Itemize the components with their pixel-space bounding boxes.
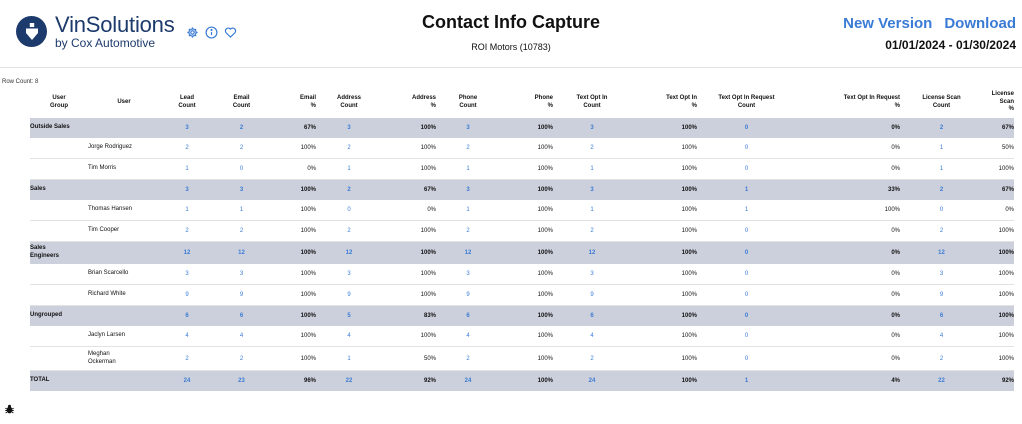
lead-count-cell[interactable]: 2 [160, 138, 214, 159]
col-header-label: Count [178, 102, 196, 109]
user-name: Richard White [88, 291, 126, 298]
user-cell [88, 138, 160, 159]
license-scan-pct-cell: 100% [983, 242, 1014, 265]
group-name: Engineers [30, 253, 60, 259]
user-group-cell [30, 159, 88, 180]
license-scan-count-cell[interactable]: 0 [900, 200, 983, 221]
user-cell [88, 285, 160, 306]
user-group-cell [30, 306, 88, 327]
phone-pct-cell: 100% [500, 159, 553, 180]
text-opt-in-pct-cell: 100% [631, 264, 697, 285]
license-scan-count-cell[interactable]: 2 [900, 347, 983, 371]
user-name: Thomas Hansen [88, 206, 133, 213]
license-scan-pct-cell: 100% [983, 306, 1014, 327]
text-opt-in-pct-cell: 100% [631, 242, 697, 265]
license-scan-count-cell[interactable]: 1 [900, 159, 983, 180]
text-opt-in-request-count-cell[interactable]: 0 [697, 118, 796, 138]
text-opt-in-pct-cell: 100% [631, 306, 697, 327]
license-scan-pct-cell: 100% [983, 326, 1014, 347]
text-opt-in-count-cell[interactable]: 2 [553, 138, 631, 159]
text-opt-in-pct-cell: 100% [631, 159, 697, 180]
user-group-cell [30, 221, 88, 242]
text-opt-in-request-count-cell[interactable]: 0 [697, 326, 796, 347]
user-name: Jorge Rodriguez [88, 144, 133, 151]
dealer-name: ROI Motors (10783) [471, 42, 551, 52]
col-header-label: Text Opt In [666, 95, 697, 101]
group-name: Sales [30, 245, 46, 252]
text-opt-in-count-cell[interactable]: 1 [553, 200, 631, 221]
col-header-text-opt-in-request-pct[interactable] [796, 87, 900, 118]
license-scan-count-cell[interactable]: 4 [900, 326, 983, 347]
group-name: Sales [30, 186, 46, 193]
col-header-label: Email [299, 95, 316, 101]
user-group-cell [30, 285, 88, 306]
email-count-cell[interactable]: 2 [214, 138, 269, 159]
row-count [2, 79, 38, 85]
email-pct-cell: 100% [269, 347, 316, 371]
lead-count-cell[interactable]: 12 [160, 242, 214, 265]
text-opt-in-request-count-cell[interactable]: 0 [697, 285, 796, 306]
col-header-label: Text Opt In Request [718, 95, 775, 101]
phone-count-cell[interactable]: 12 [436, 242, 500, 265]
email-count-cell[interactable]: 3 [214, 180, 269, 201]
phone-count-cell[interactable]: 1 [436, 200, 500, 221]
lead-count-cell[interactable]: 3 [160, 264, 214, 285]
address-count-cell[interactable]: 2 [316, 138, 382, 159]
license-scan-pct-cell: 50% [983, 138, 1014, 159]
license-scan-pct-cell: 100% [983, 159, 1014, 180]
col-header-label: Phone [534, 95, 553, 101]
address-pct-cell: 100% [382, 285, 436, 306]
text-opt-in-pct-cell: 100% [631, 285, 697, 306]
email-pct-cell: 96% [269, 371, 316, 392]
total-user-cell [88, 371, 160, 392]
user-name: Tim Cooper [88, 227, 120, 234]
text-opt-in-request-count-cell[interactable]: 1 [697, 200, 796, 221]
header-row [30, 87, 1014, 118]
col-header-user-group[interactable] [30, 87, 88, 118]
text-opt-in-count-cell[interactable]: 1 [553, 159, 631, 180]
license-scan-count-cell[interactable]: 2 [900, 118, 983, 138]
text-opt-in-request-pct-cell: 0% [796, 138, 900, 159]
text-opt-in-count-cell[interactable]: 3 [553, 118, 631, 138]
col-header-email-pct[interactable] [269, 87, 316, 118]
user-cell [88, 347, 160, 371]
group-row [30, 306, 1014, 327]
user-group-cell [30, 118, 88, 138]
lead-count-cell[interactable]: 1 [160, 159, 214, 180]
total-row [30, 371, 1014, 392]
phone-pct-cell: 100% [500, 285, 553, 306]
email-count-cell[interactable]: 12 [214, 242, 269, 265]
license-scan-pct-cell: 100% [983, 221, 1014, 242]
brand-subtitle: by Cox Automotive [55, 36, 156, 50]
email-pct-cell: 100% [269, 326, 316, 347]
email-pct-cell: 100% [269, 138, 316, 159]
email-count-cell[interactable]: 4 [214, 326, 269, 347]
user-row [30, 138, 1014, 159]
lead-count-cell[interactable]: 2 [160, 347, 214, 371]
text-opt-in-request-pct-cell: 0% [796, 347, 900, 371]
col-header-phone-pct[interactable] [500, 87, 553, 118]
text-opt-in-request-pct-cell: 100% [796, 200, 900, 221]
email-pct-cell: 0% [269, 159, 316, 180]
col-header-label: Address [336, 95, 361, 101]
phone-pct-cell: 100% [500, 347, 553, 371]
col-header-lead-count[interactable] [160, 87, 214, 118]
text-opt-in-count-cell[interactable]: 12 [553, 242, 631, 265]
email-count-cell[interactable]: 0 [214, 159, 269, 180]
phone-count-cell[interactable]: 2 [436, 221, 500, 242]
phone-count-cell[interactable]: 2 [436, 138, 500, 159]
text-opt-in-request-pct-cell: 0% [796, 306, 900, 327]
user-name: Brian Scarcello [88, 270, 129, 277]
user-cell [88, 326, 160, 347]
license-scan-count-cell[interactable]: 2 [900, 221, 983, 242]
text-opt-in-count-cell[interactable]: 3 [553, 180, 631, 201]
address-count-cell[interactable]: 1 [316, 347, 382, 371]
lead-count-cell[interactable]: 9 [160, 285, 214, 306]
col-header-label: Lead [179, 95, 194, 101]
phone-pct-cell: 100% [500, 306, 553, 327]
col-header-phone-count[interactable] [436, 87, 500, 118]
phone-count-cell[interactable]: 3 [436, 118, 500, 138]
group-name: Outside Sales [30, 124, 70, 131]
phone-count-cell[interactable]: 4 [436, 326, 500, 347]
address-pct-cell: 100% [382, 159, 436, 180]
phone-pct-cell: 100% [500, 138, 553, 159]
phone-count-cell[interactable]: 6 [436, 306, 500, 327]
email-pct-cell: 100% [269, 264, 316, 285]
text-opt-in-request-count-cell[interactable]: 0 [697, 347, 796, 371]
user-group-cell [30, 326, 88, 347]
license-scan-count-cell[interactable]: 3 [900, 264, 983, 285]
user-cell [88, 159, 160, 180]
text-opt-in-count-cell[interactable]: 3 [553, 264, 631, 285]
contact-info-table [30, 87, 1014, 391]
email-count-cell[interactable]: 3 [214, 264, 269, 285]
text-opt-in-count-cell[interactable]: 2 [553, 347, 631, 371]
col-header-label: % [1008, 106, 1014, 113]
user-row [30, 347, 1014, 371]
user-row [30, 221, 1014, 242]
heart-icon[interactable] [224, 26, 237, 39]
vinsolutions-logo-icon [16, 16, 47, 47]
date-range: 01/01/2024 - 01/30/2024 [885, 38, 1016, 52]
address-pct-cell: 100% [382, 242, 436, 265]
col-header-license-scan-pct[interactable] [983, 87, 1014, 118]
row-count-label: Row Count: [2, 79, 34, 85]
text-opt-in-request-pct-cell: 0% [796, 118, 900, 138]
user-cell [88, 118, 160, 138]
col-header-text-opt-in-request-count[interactable] [697, 87, 796, 118]
text-opt-in-request-count-cell[interactable]: 0 [697, 264, 796, 285]
address-pct-cell: 100% [382, 326, 436, 347]
email-count-cell[interactable]: 2 [214, 347, 269, 371]
user-group-cell [30, 180, 88, 201]
email-pct-cell: 100% [269, 200, 316, 221]
email-count-cell[interactable]: 1 [214, 200, 269, 221]
phone-pct-cell: 100% [500, 326, 553, 347]
email-pct-cell: 67% [269, 118, 316, 138]
text-opt-in-request-count-cell[interactable]: 0 [697, 159, 796, 180]
col-header-label: Count [232, 102, 251, 109]
user-cell [88, 221, 160, 242]
col-header-label: Count [737, 102, 756, 109]
address-count-cell[interactable]: 12 [316, 242, 382, 265]
phone-count-cell[interactable]: 2 [436, 347, 500, 371]
text-opt-in-request-count-cell[interactable]: 0 [697, 242, 796, 265]
col-header-label: % [894, 102, 900, 109]
user-group-cell [30, 138, 88, 159]
row-count-value: 8 [35, 79, 39, 85]
info-icon[interactable] [205, 26, 218, 39]
text-opt-in-count-cell[interactable]: 6 [553, 306, 631, 327]
phone-count-cell[interactable]: 3 [436, 264, 500, 285]
total-label: TOTAL [30, 371, 88, 392]
text-opt-in-request-pct-cell: 33% [796, 180, 900, 201]
user-cell [88, 180, 160, 201]
email-pct-cell: 100% [269, 306, 316, 327]
vinsolutions-logo [16, 14, 175, 49]
text-opt-in-pct-cell: 100% [631, 347, 697, 371]
lead-count-cell[interactable]: 3 [160, 118, 214, 138]
text-opt-in-request-pct-cell: 0% [796, 285, 900, 306]
address-pct-cell: 83% [382, 306, 436, 327]
group-row [30, 180, 1014, 201]
address-count-cell[interactable]: 9 [316, 285, 382, 306]
phone-count-cell[interactable]: 3 [436, 180, 500, 201]
email-pct-cell: 100% [269, 242, 316, 265]
group-row [30, 118, 1014, 138]
address-pct-cell: 0% [382, 200, 436, 221]
email-pct-cell: 100% [269, 285, 316, 306]
phone-pct-cell: 100% [500, 200, 553, 221]
address-pct-cell: 100% [382, 118, 436, 138]
col-header-label: Count [340, 102, 358, 109]
text-opt-in-request-count-cell[interactable]: 0 [697, 138, 796, 159]
gear-icon[interactable] [186, 26, 199, 39]
text-opt-in-request-pct-cell: 0% [796, 242, 900, 265]
address-count-cell[interactable]: 4 [316, 326, 382, 347]
address-count-cell[interactable]: 22 [316, 371, 382, 392]
text-opt-in-pct-cell: 100% [631, 138, 697, 159]
user-name: Ockerman [88, 358, 116, 365]
address-pct-cell: 100% [382, 221, 436, 242]
license-scan-count-cell[interactable]: 2 [900, 180, 983, 201]
new-version-link[interactable]: New Version [843, 15, 933, 32]
col-header-label: Text Opt In [576, 95, 608, 101]
user-name: Jaclyn Larsen [88, 332, 126, 339]
text-opt-in-request-pct-cell: 0% [796, 264, 900, 285]
license-scan-pct-cell: 100% [983, 264, 1014, 285]
text-opt-in-count-cell[interactable]: 9 [553, 285, 631, 306]
phone-count-cell[interactable]: 24 [436, 371, 500, 392]
user-group-cell [30, 347, 88, 371]
bug-icon[interactable] [5, 401, 14, 411]
lead-count-cell[interactable]: 3 [160, 180, 214, 201]
col-header-label: Count [583, 102, 601, 109]
phone-count-cell[interactable]: 9 [436, 285, 500, 306]
col-header-label: Text Opt In Request [843, 95, 900, 101]
col-header-label: Email [233, 95, 250, 101]
email-pct-cell: 100% [269, 221, 316, 242]
text-opt-in-request-pct-cell: 0% [796, 326, 900, 347]
col-header-address-count[interactable] [316, 87, 382, 118]
text-opt-in-request-count-cell[interactable]: 1 [697, 180, 796, 201]
user-group-cell [30, 200, 88, 221]
address-pct-cell: 100% [382, 138, 436, 159]
user-name: Meghan [88, 350, 110, 357]
user-group-cell [30, 242, 88, 265]
text-opt-in-pct-cell: 100% [631, 221, 697, 242]
address-count-cell[interactable]: 2 [316, 180, 382, 201]
license-scan-count-cell[interactable]: 6 [900, 306, 983, 327]
text-opt-in-pct-cell: 100% [631, 326, 697, 347]
text-opt-in-request-pct-cell: 0% [796, 159, 900, 180]
col-header-user[interactable] [88, 87, 160, 118]
address-count-cell[interactable]: 3 [316, 264, 382, 285]
address-count-cell[interactable]: 3 [316, 118, 382, 138]
email-count-cell[interactable]: 6 [214, 306, 269, 327]
brand-name: VinSolutions [55, 12, 175, 37]
text-opt-in-pct-cell: 100% [631, 118, 697, 138]
col-header-text-opt-in-pct[interactable] [631, 87, 697, 118]
col-header-label: % [691, 102, 697, 109]
license-scan-pct-cell: 67% [983, 118, 1014, 138]
email-count-cell[interactable]: 9 [214, 285, 269, 306]
text-opt-in-pct-cell: 100% [631, 200, 697, 221]
col-header-label: % [547, 102, 553, 109]
col-header-label: % [310, 102, 316, 109]
user-row [30, 285, 1014, 306]
text-opt-in-pct-cell: 100% [631, 180, 697, 201]
license-scan-count-cell[interactable]: 12 [900, 242, 983, 265]
col-header-label: License Scan [991, 91, 1014, 105]
text-opt-in-request-count-cell[interactable]: 0 [697, 306, 796, 327]
col-header-label: Group [50, 102, 68, 109]
col-header-label: Phone [458, 95, 478, 101]
header-divider [0, 67, 1022, 68]
col-header-license-scan-count[interactable] [900, 87, 983, 118]
license-scan-pct-cell: 100% [983, 285, 1014, 306]
user-cell [88, 200, 160, 221]
license-scan-count-cell[interactable]: 22 [900, 371, 983, 392]
address-count-cell[interactable]: 1 [316, 159, 382, 180]
text-opt-in-request-pct-cell: 0% [796, 221, 900, 242]
text-opt-in-request-pct-cell: 4% [796, 371, 900, 392]
text-opt-in-count-cell[interactable]: 4 [553, 326, 631, 347]
phone-pct-cell: 100% [500, 221, 553, 242]
address-count-cell[interactable]: 5 [316, 306, 382, 327]
phone-pct-cell: 100% [500, 371, 553, 392]
address-pct-cell: 100% [382, 264, 436, 285]
phone-pct-cell: 100% [500, 264, 553, 285]
col-header-text-opt-in-count[interactable] [553, 87, 631, 118]
license-scan-pct-cell: 67% [983, 180, 1014, 201]
user-cell [88, 306, 160, 327]
text-opt-in-request-count-cell[interactable]: 0 [697, 221, 796, 242]
lead-count-cell[interactable]: 1 [160, 200, 214, 221]
user-row [30, 200, 1014, 221]
email-count-cell[interactable]: 23 [214, 371, 269, 392]
user-cell [88, 242, 160, 265]
phone-pct-cell: 100% [500, 118, 553, 138]
col-header-label: Count [932, 102, 951, 109]
email-count-cell[interactable]: 2 [214, 221, 269, 242]
email-count-cell[interactable]: 2 [214, 118, 269, 138]
download-link[interactable]: Download [944, 15, 1016, 32]
address-count-cell[interactable]: 2 [316, 221, 382, 242]
license-scan-count-cell[interactable]: 1 [900, 138, 983, 159]
col-header-label: % [430, 102, 436, 109]
text-opt-in-count-cell[interactable]: 24 [553, 371, 631, 392]
user-row [30, 326, 1014, 347]
user-group-cell [30, 264, 88, 285]
address-pct-cell: 67% [382, 180, 436, 201]
group-row [30, 242, 1014, 265]
col-header-address-pct[interactable] [382, 87, 436, 118]
license-scan-pct-cell: 0% [983, 200, 1014, 221]
license-scan-pct-cell: 100% [983, 347, 1014, 371]
user-row [30, 264, 1014, 285]
email-pct-cell: 100% [269, 180, 316, 201]
lead-count-cell[interactable]: 4 [160, 326, 214, 347]
license-scan-pct-cell: 92% [983, 371, 1014, 392]
lead-count-cell[interactable]: 6 [160, 306, 214, 327]
col-header-label: Count [459, 102, 477, 109]
address-count-cell[interactable]: 0 [316, 200, 382, 221]
lead-count-cell[interactable]: 2 [160, 221, 214, 242]
page-title: Contact Info Capture [422, 12, 600, 32]
user-name: Tim Morris [88, 165, 117, 172]
col-header-label: User [117, 98, 131, 105]
lead-count-cell[interactable]: 24 [160, 371, 214, 392]
user-row [30, 159, 1014, 180]
phone-pct-cell: 100% [500, 242, 553, 265]
license-scan-count-cell[interactable]: 9 [900, 285, 983, 306]
phone-count-cell[interactable]: 1 [436, 159, 500, 180]
col-header-label: License Scan [922, 95, 961, 101]
text-opt-in-request-count-cell[interactable]: 1 [697, 371, 796, 392]
text-opt-in-pct-cell: 100% [631, 371, 697, 392]
col-header-label: User [52, 95, 66, 101]
text-opt-in-count-cell[interactable]: 2 [553, 221, 631, 242]
address-pct-cell: 92% [382, 371, 436, 392]
group-name: Ungrouped [30, 312, 62, 319]
address-pct-cell: 50% [382, 347, 436, 371]
col-header-label: Address [411, 95, 436, 101]
col-header-email-count[interactable] [214, 87, 269, 118]
user-cell [88, 264, 160, 285]
phone-pct-cell: 100% [500, 180, 553, 201]
